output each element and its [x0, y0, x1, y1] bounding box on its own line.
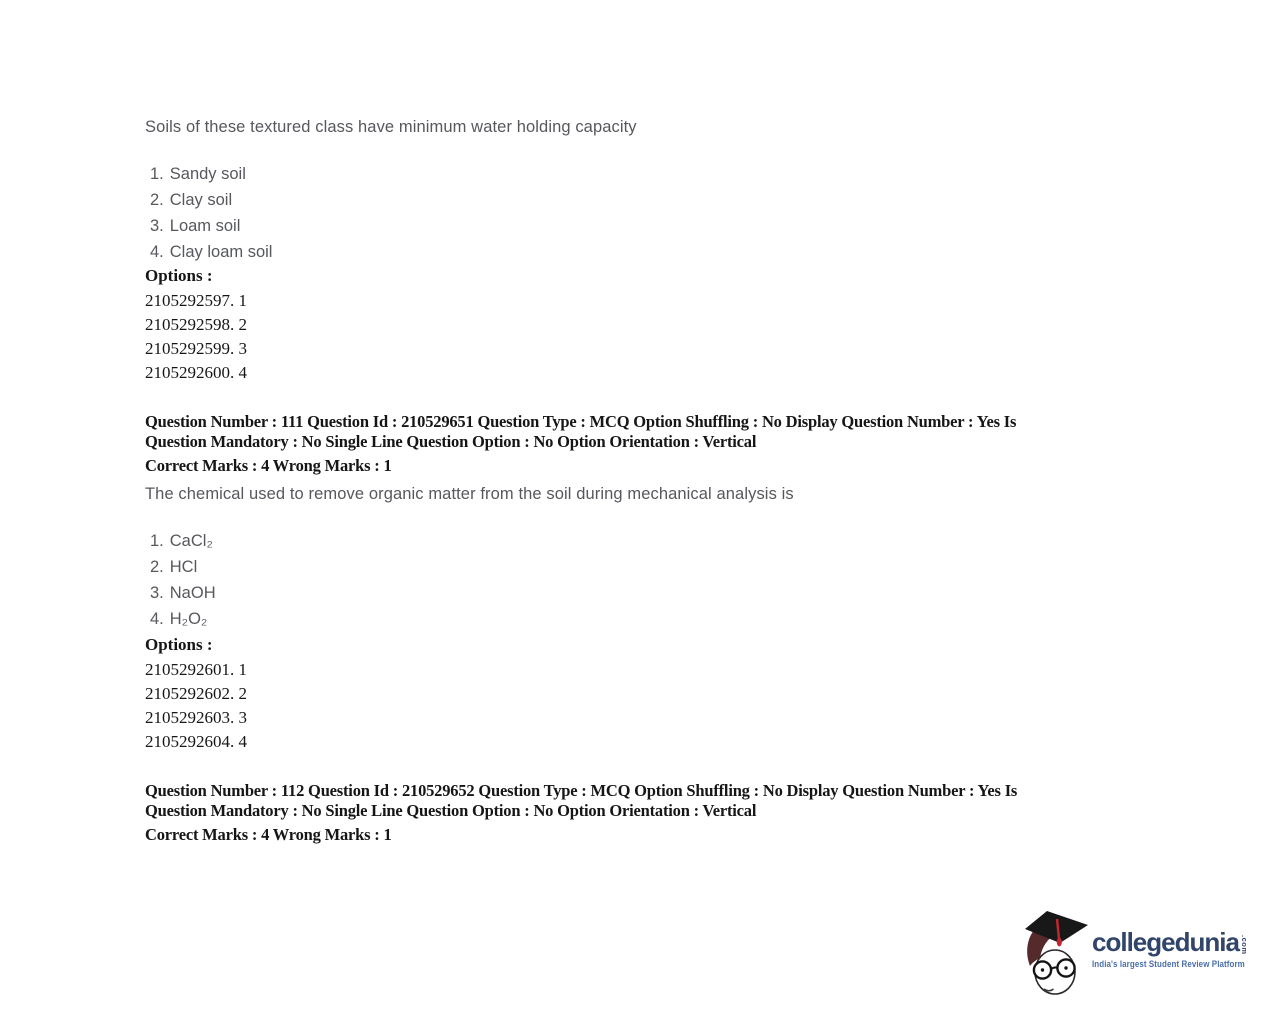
choice-item — [150, 528, 1175, 554]
choice-label: CaCl₂ — [169, 532, 213, 550]
option-id: 2105292601. 1 — [145, 660, 247, 679]
choice-number: 4. — [150, 243, 164, 261]
option-id: 2105292604. 4 — [145, 732, 247, 751]
choice-label: Sandy soil — [169, 165, 246, 183]
collegedunia-logo — [1022, 908, 1274, 1004]
option-id: 2105292603. 3 — [145, 708, 247, 727]
choice-label: H₂O₂ — [169, 610, 208, 628]
choice-number: 3. — [150, 217, 164, 235]
choice-item — [150, 554, 1175, 580]
question-meta-line: Question Mandatory : No Single Line Question Option : No Option Orientation : Vertical — [145, 432, 757, 451]
option-id-list — [145, 289, 1175, 385]
choice-label: Clay soil — [169, 191, 233, 209]
option-id: 2105292602. 2 — [145, 684, 247, 703]
choice-label: NaOH — [169, 584, 216, 602]
question-meta-line: Question Number : 111 Question Id : 210529651 Question Type : MCQ Option Shuffling : No Display Question Number : Yes Is — [145, 412, 1017, 431]
question-112-meta — [145, 781, 1175, 821]
choice-number: 4. — [150, 610, 164, 628]
choice-number: 2. — [150, 191, 164, 209]
option-id: 2105292598. 2 — [145, 315, 247, 334]
brand-tagline: India's largest Student Review Platform — [1092, 959, 1245, 970]
choice-number: 1. — [150, 165, 164, 183]
brand-tld: .com — [1239, 935, 1249, 955]
choice-item — [150, 580, 1175, 606]
choice-list — [145, 528, 1175, 632]
choice-item — [150, 606, 1175, 632]
question-meta-line: Question Number : 112 Question Id : 210529652 Question Type : MCQ Option Shuffling : No Display Question Number : Yes Is — [145, 781, 1018, 800]
choice-label: Loam soil — [169, 217, 241, 235]
choice-item — [150, 161, 1175, 187]
option-id: 2105292597. 1 — [145, 291, 247, 310]
student-mascot-icon — [1022, 908, 1090, 1004]
choice-number: 1. — [150, 532, 164, 550]
choice-item — [150, 239, 1175, 265]
question-paper-content — [145, 117, 1175, 845]
choice-item — [150, 213, 1175, 239]
choice-item — [150, 187, 1175, 213]
logo-text-block — [1092, 928, 1274, 970]
option-id: 2105292600. 4 — [145, 363, 247, 382]
choice-label: Clay loam soil — [169, 243, 273, 261]
brand-name: collegedunia — [1092, 927, 1239, 957]
option-id: 2105292599. 3 — [145, 339, 247, 358]
options-heading: Options : — [145, 635, 213, 654]
question-111-text: The chemical used to remove organic matter from the soil during mechanical analysis is — [145, 485, 794, 503]
question-text: Soils of these textured class have minimum water holding capacity — [145, 118, 637, 136]
options-heading: Options : — [145, 266, 213, 285]
choice-list — [145, 161, 1175, 265]
choice-label: HCl — [169, 558, 198, 576]
question-112-marks: Correct Marks : 4 Wrong Marks : 1 — [145, 825, 392, 844]
question-111-meta — [145, 412, 1175, 452]
choice-number: 3. — [150, 584, 164, 602]
choice-number: 2. — [150, 558, 164, 576]
option-id-list — [145, 658, 1175, 754]
question-meta-line: Question Mandatory : No Single Line Question Option : No Option Orientation : Vertical — [145, 801, 757, 820]
question-111-marks: Correct Marks : 4 Wrong Marks : 1 — [145, 456, 392, 475]
